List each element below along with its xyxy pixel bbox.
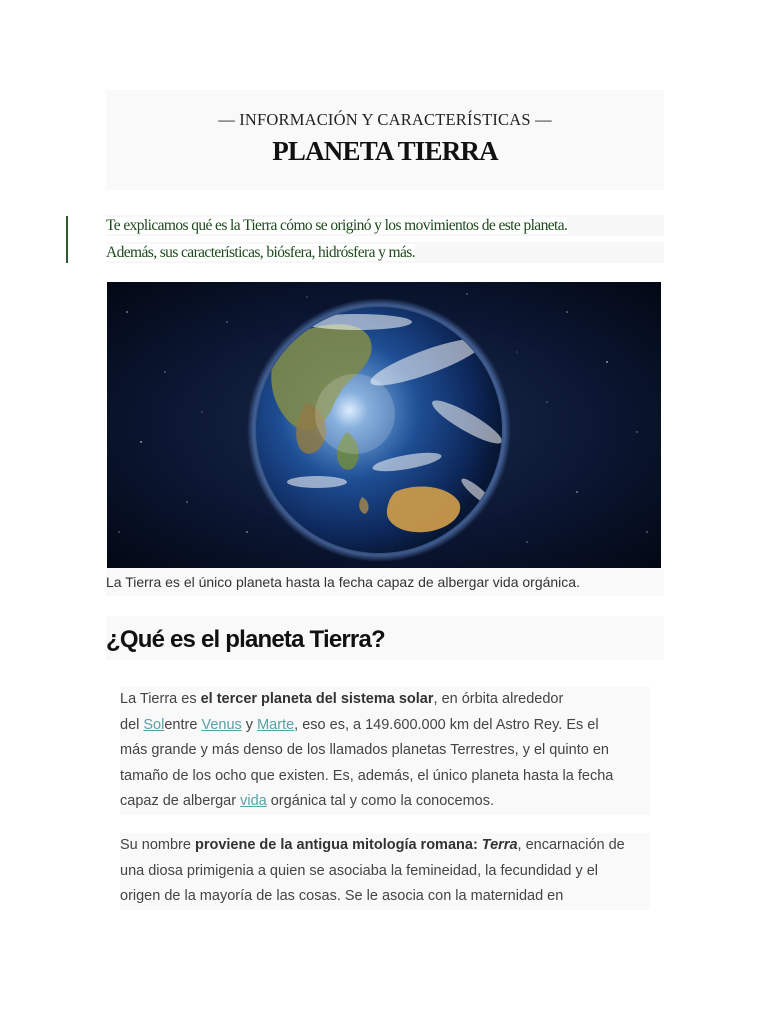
paragraph-2-line-1: Su nombre proviene de la antigua mitología romana: Terra, encarnación de bbox=[120, 833, 650, 859]
link-vida[interactable]: vida bbox=[240, 793, 267, 809]
page-title: PLANETA TIERRA bbox=[272, 136, 498, 166]
intro-line-1 bbox=[106, 215, 664, 236]
paragraph-1-line-3: más grande y más denso de los llamados planetas Terrestres, y el quinto en bbox=[120, 738, 650, 764]
earth-hero-image bbox=[107, 282, 661, 568]
article-header bbox=[106, 90, 664, 190]
link-sol[interactable]: Sol bbox=[143, 716, 165, 733]
paragraph-2-line-3: origen de la mayoría de las cosas. Se le asocia con la maternidad en bbox=[120, 884, 650, 910]
paragraph-1-line-5: capaz de albergar vida orgánica tal y como la conocemos. bbox=[120, 789, 650, 815]
section-heading-box bbox=[106, 616, 664, 660]
paragraph-2 bbox=[120, 833, 650, 910]
paragraph-1 bbox=[120, 687, 650, 815]
section-heading: ¿Qué es el planeta Tierra? bbox=[106, 626, 385, 653]
link-marte[interactable]: Marte bbox=[257, 716, 295, 733]
article-kicker: — INFORMACIÓN Y CARACTERÍSTICAS — bbox=[218, 110, 552, 129]
paragraph-2-line-2: una diosa primigenia a quien se asociaba la femineidad, la fecundidad y el bbox=[120, 859, 650, 885]
paragraph-1-line-2: del Solentre Venus y Marte, eso es, a 149.600.000 km del Astro Rey. Es el bbox=[120, 713, 650, 739]
link-venus[interactable]: Venus bbox=[201, 716, 242, 733]
intro-line-2 bbox=[106, 242, 664, 263]
paragraph-1-line-4: tamaño de los ocho que existen. Es, además, el único planeta hasta la fecha bbox=[120, 764, 650, 790]
intro-accent-bar bbox=[66, 216, 68, 263]
intro-text-1: Te explicamos qué es la Tierra cómo se originó y los movimientos de este planeta. bbox=[106, 217, 568, 234]
paragraph-1-line-1: La Tierra es el tercer planeta del sistema solar, en órbita alrededor bbox=[120, 687, 650, 713]
intro-text-2: Además, sus características, biósfera, hidrósfera y más. bbox=[106, 244, 415, 261]
hero-caption: La Tierra es el único planeta hasta la fecha capaz de albergar vida orgánica. bbox=[106, 568, 664, 596]
